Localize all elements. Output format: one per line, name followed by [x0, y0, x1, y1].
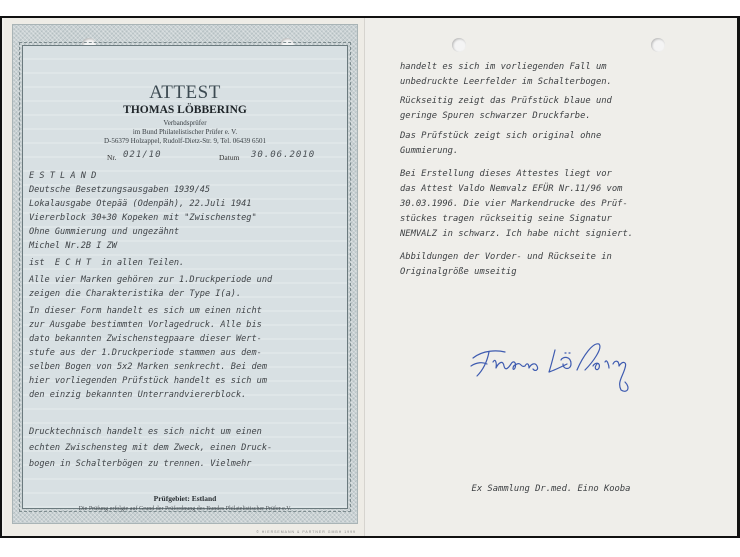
- paragraph-2-line: zur Ausgabe bestimmten Vorlagedruck. Alle bis: [29, 320, 262, 330]
- paragraph-3-line: bogen in Schalterbögen zu trennen. Vielmehr: [29, 459, 252, 469]
- date-label: Datum: [219, 153, 240, 162]
- reverse-paragraph-2-line: Rückseitig zeigt das Prüfstück blaue und: [400, 96, 612, 106]
- reverse-paragraph-3-line: Das Prüfstück zeigt sich original ohne: [400, 131, 602, 141]
- body-line: Deutsche Besetzungsausgaben 1939/45: [29, 185, 211, 195]
- paragraph-3-line: Drucktechnisch handelt es sich nicht um einen: [29, 427, 262, 437]
- reverse-paragraph-5-line: Abbildungen der Vorder- und Rückseite in: [400, 252, 612, 262]
- paragraph-1-line: Alle vier Marken gehören zur 1.Druckperiode und: [29, 275, 273, 285]
- certificate-panel: [22, 45, 348, 512]
- reverse-paragraph-3-line: Gummierung.: [400, 146, 459, 156]
- certificate-title: ATTEST: [149, 82, 221, 103]
- reverse-paragraph-2-line: geringe Spuren schwarzer Druckfarbe.: [400, 111, 591, 121]
- paragraph-2-line: selben Bogen von 5x2 Marken senkrecht. Bei dem: [29, 362, 267, 372]
- examiner-signature: [467, 336, 647, 396]
- certificate-reverse: [364, 18, 737, 536]
- paragraph-2-line: hier vorliegenden Prüfstück handelt es sich um: [29, 376, 267, 386]
- examiner-association: im Bund Philatelistischer Prüfer e. V.: [132, 128, 238, 136]
- certificate-number: 021/10: [123, 150, 162, 160]
- examiner-address: D-56379 Holzappel, Rudolf-Dietz-Str. 9, Tel. 06439 6501: [104, 137, 266, 145]
- reverse-paragraph-4-line: Bei Erstellung dieses Attestes liegt vor: [400, 169, 612, 179]
- regulation-note: Die Prüfung erfolgte auf Grund der Prüfordnung des Bundes Philatelistischer Prüfer e.V.: [78, 506, 292, 512]
- examiner-role: Verbandsprüfer: [163, 119, 207, 127]
- examiner-name: THOMAS LÖBBERING: [123, 104, 247, 116]
- body-line: Viererblock 30+30 Kopeken mit "Zwischensteg": [29, 213, 257, 223]
- body-line: Michel Nr.2B I ZW: [29, 241, 117, 251]
- examination-area: Prüfgebiet: Estland: [153, 494, 217, 503]
- paragraph-2-line: In dieser Form handelt es sich um einen nicht: [29, 306, 262, 316]
- paragraph-2-line: dato bekannten Zwischenstegpaare dieser Wert-: [29, 334, 262, 344]
- punch-hole-right: [651, 38, 665, 52]
- paragraph-2-line: stufe aus der 1.Druckperiode stammen aus dem-: [29, 348, 262, 358]
- certificate-front: [4, 18, 364, 536]
- reverse-paragraph-1-line: unbedruckte Leerfelder im Schalterbogen.: [400, 77, 612, 87]
- verdict-line: ist E C H T in allen Teilen.: [29, 258, 185, 268]
- paragraph-2-line: den einzig bekannten Unterrandviererblock.: [29, 390, 247, 400]
- body-line: Ohne Gummierung und ungezähnt: [29, 227, 180, 237]
- paragraph-3-line: echten Zwischensteg mit dem Zweck, einen Druck-: [29, 443, 273, 453]
- paragraph-1-line: zeigen die Charakteristika der Type I(a).: [29, 289, 242, 299]
- certificate-date: 30.06.2010: [251, 150, 316, 160]
- reverse-paragraph-5-line: Originalgröße umseitig: [400, 267, 517, 277]
- reverse-paragraph-4-line: das Attest Valdo Nemvalz EFÜR Nr.11/96 vom: [400, 184, 623, 194]
- reverse-paragraph-1-line: handelt es sich im vorliegenden Fall um: [400, 62, 607, 72]
- punch-hole-left: [452, 38, 466, 52]
- number-label: Nr.: [107, 153, 117, 162]
- printer-mark: © HIERSEMANN & PARTNER GMBH 1999: [256, 530, 356, 534]
- reverse-paragraph-4-line: 30.03.1996. Die vier Markendrucke des Prüf-: [400, 199, 628, 209]
- body-line: Lokalausgabe Otepää (Odenpäh), 22.Juli 1941: [29, 199, 252, 209]
- reverse-paragraph-4-line: stückes tragen rückseitig seine Signatur: [400, 214, 612, 224]
- reverse-paragraph-4-line: NEMVALZ in schwarz. Ich habe nicht signiert.: [400, 229, 634, 239]
- document-scan: [0, 16, 740, 538]
- body-line: E S T L A N D: [29, 171, 97, 181]
- provenance-line: Ex Sammlung Dr.med. Eino Kooba: [471, 484, 631, 494]
